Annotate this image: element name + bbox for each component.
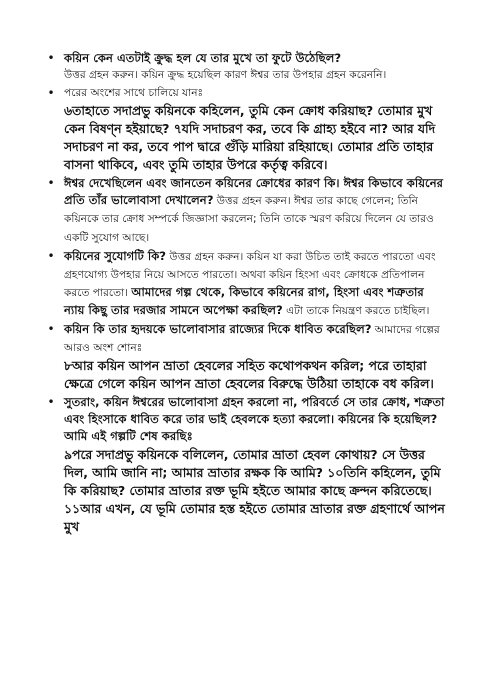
bullet-dot: • xyxy=(47,176,55,191)
list-item-4 xyxy=(47,248,445,320)
scripture-verse: ৯পরে সদাপ্রভু কয়িনকে বলিলেন, তোমার ভ্রাতা হেবল কোথায়? সে উত্তর দিল, আমি জানি না; আমার ভ্রাতার রক্ষক কি আমি? ১০তিনি কহিলেন, তুমি কি করিয়াছ? তোমার ভ্রাতার রক্ত ভূমি হইতে আমার কাছে ক্রন্দন করিতেছে। ১১আর এখন, যে ভূমি তোমার হস্ত হইতে তোমার ভ্রাতার রক্ত গ্রহণার্থে আপন মুখ xyxy=(64,446,445,534)
answer-text: উত্তর গ্রহন করুন। ঈশ্বর তার কাছে গেলেন; তিনি কয়িনকে তার ক্রোধ সম্পর্কে জিজ্ঞাসা করলেন; তিনি তাকে স্মরণ করিয়ে দিলেন যে তারও একটি সুযোগ আছে। xyxy=(64,195,434,244)
question-text: কয়িন কি তার হৃদয়কে ভালোবাসার রাজ্যের দিকে ধাবিত করেছিল? xyxy=(64,322,372,337)
answer-text: উত্তর গ্রহন করুন। কয়িন যা করা উচিত তাই করতে পারতো এবং গ্রহণযোগ্য উপহার নিয়ে আসতে পারতো। অথবা কয়িন হিংসা এবং ক্রোধকে প্রতিপালন করতে পারতো। xyxy=(64,250,436,299)
scripture-verse: ৮আর কয়িন আপন ভ্রাতা হেবলের সহিত কথোপকথন করিল; পরে তাহারা ক্ষেত্রে গেলে কয়িন আপন ভ্রাতা হেবলের বিরুদ্ধে উঠিয়া তাহাকে বধ করিল। xyxy=(64,358,434,392)
answer-text: উত্তর গ্রহন করুন। কয়িন ক্রুদ্ধ হয়েছিল কারণ ঈশ্বর তার উপহার গ্রহন করেননি। xyxy=(64,69,387,82)
bullet-dot: • xyxy=(47,86,55,101)
question-text: কয়িনের সুযোগটি কি? xyxy=(64,248,167,263)
follow-up-question-text: আমাদের গল্প থেকে, কিভাবে কয়িনের রাগ, হিংসা এবং শত্রুতার ন্যায় কিছু তার দরজার সামনে অপেক্ষা করছিল? xyxy=(64,284,424,317)
scripture-verse: ৬তাহাতে সদাপ্রভু কয়িনকে কহিলেন, তুমি কেন ক্রোধ করিয়াছ? তোমার মুখ কেন বিষণ্ন হইয়াছে? ৭যদি সদাচরণ কর, তবে কি গ্রাহ্য হইবে না? আর যদি সদাচরণ না কর, তবে পাপ দ্বারে গুঁড়ি মারিয়া রহিয়াছে। তোমার প্রতি তাহার বাসনা থাকিবে, এবং তুমি তাহার উপরে কর্তৃত্ব করিবে। xyxy=(64,103,436,173)
intro-text: পরের অংশের সাথে চালিয়ে যানঃ xyxy=(64,87,204,100)
list-item-3 xyxy=(47,175,445,246)
bullet-dot: • xyxy=(47,322,55,337)
answer-text: আমাদের গল্পের আরও অংশ শোনঃ xyxy=(64,324,440,355)
list-item-5 xyxy=(47,321,445,393)
bullet-dot: • xyxy=(47,395,55,410)
list-item-2 xyxy=(47,85,445,174)
question-text: সুতরাং, কয়িন ঈশ্বরের ভালোবাসা গ্রহন করলো না, পরিবর্তে সে তার ক্রোধ, শত্রুতা এবং হিংসাকে ধাবিত করে তার ভাই হেবলকে হত্যা করলো। কয়িনের কি হয়েছিল? আমি এই গল্পটি শেষ করছিঃ xyxy=(64,395,445,444)
list-item-6 xyxy=(47,394,445,535)
bullet-dot: • xyxy=(47,51,55,65)
question-text: কয়িন কেন এতটাই ক্রুদ্ধ হল যে তার মুখে তা ফুটে উঠেছিল? xyxy=(64,51,342,65)
list-item-1 xyxy=(47,50,445,84)
follow-up-answer-text: এটা তাকে নিয়ন্ত্রণ করতে চাইছিল। xyxy=(282,304,430,317)
lesson-list xyxy=(47,50,445,536)
bullet-dot: • xyxy=(47,248,55,263)
question-text: ঈশ্বর দেখেছিলেন এবং জানতেন কয়িনের ক্রোধের কারণ কি। ঈশ্বর কিভাবে কয়িনের প্রতি তাঁর ভালোবাসা দেখালেন? xyxy=(64,176,444,208)
